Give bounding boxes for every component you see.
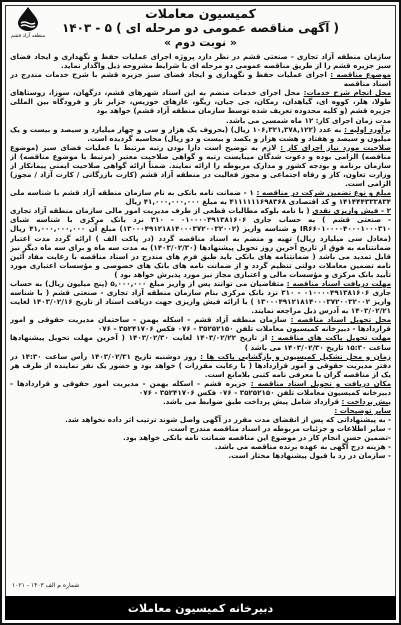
notice-paragraph	[10, 424, 391, 433]
notice-subtitle: ( آگهی مناقصه عمومی دو مرحله ای ) ۵ - ۱۴۰۳	[61, 21, 340, 35]
paragraph-text: مدت زمان اجرای کار: ۱۲ ماه شمسی می باشد.	[226, 115, 391, 125]
notice-paragraph	[10, 315, 391, 333]
paragraph-label: مبلغ و نوع تضمین شرکت در مناقصه :	[256, 188, 391, 198]
notice-paragraph	[10, 143, 391, 188]
paragraph-text: روز دوشنبه تاریخ ۱۴۰۳/۰۲/۳۱ رأس ساعت ۱۴:۳۰ در دفتر مدیریت حقوقی و امور قراردادها ( با رعایت مقررات ) خواهد بود و حضور یک نفر نماینده از طرف هر یک از مناقصه گران با معرفی نامه کتبی بلامانع است.	[10, 351, 391, 379]
paragraph-text: - سایر اطلاعات و جزئیات مربوطه در اسناد مناقصه مندرج است.	[167, 424, 391, 434]
notice-round: « نوبت دوم »	[163, 36, 238, 49]
paragraph-text: سازمان منطقه آزاد تجاری - صنعتی قشم در نظر دارد پروژه اجرای عملیات حفظ و نگهداری و ایجاد فضای سبز جزیره قشم را از طریق مناقصه عمومی دو مرحله ای با شرایط مشروحه ذیل واگذار نماید.	[10, 52, 391, 71]
paragraph-label: مهلت تحویل پاکت های مناقصه :	[271, 333, 391, 343]
notice-paragraph	[10, 379, 391, 397]
paragraph-label: زمان و محل تشکیل کمیسیون و بازگشایی پاکت ها :	[200, 351, 391, 361]
notice-paragraph	[10, 397, 391, 406]
footer-text: دبیرخانه کمیسیون معاملات	[127, 601, 274, 615]
logo-text: منطقه آزاد قشم	[10, 33, 46, 39]
paragraph-text: متقاضیان می توانند پس از واریز مبلغ ۵,۰۰۰,۰۰۰ (پنج میلیون ریال) به حساب جاری ۰۱۰۰۰۰۴۹۱۳۸۱۶۰۶ - ۳۱۰ نزد بانک مرکزی بنام سازمان منطقه آزاد تجاری - صنعتی قشم ( با شناسه واریز ۱۳۰۰۰۴۹۱۲۱۸۱۴۰۰۰۳۷۲۰۰۳۲۰۰۲ ) با ارائه فیش واریزی جهت دریافت اسناد از تاریخ ۱۴۰۳/۰۲/۱۶ لغایت ۱۴۰۳/۰۲/۲۱ به آدرس ذیل مراجعه نمایند.	[10, 278, 391, 316]
paragraph-text: ( با نامه بلوکه مطالبات قطعی از طرف مدیریت امور مالی سازمان منطقه آزاد تجاری - صنعتی قشم ) به حساب جاری ۰۱۰۰۰۰۴۹۱۳۸۱۶۰۶ - ۳۱۰ نزد بانک مرکزی با شناسه شبای IR۶۶۰۱۰۰۰۰۴۰۰۰۱۰۰۰۳۱۰ و شناسه واریز (۱۳۰۰۰۴۹۱۲۱۸۱۴۰۰۰۳۷۲۰۰۳۲۰۰۲) مبلغ آن ۴۱,۰۰۰,۰۰۰,۰۰۰ ریال (معادل سی میلیارد ریال) تهیه و منضم به اسناد مناقصه گردد (در پاکت الف ) ارائه گردد مدت اعتبار ضمانتنامه به فوق از تاریخ آخرین روز تحویل پیشنهادها (۱۴۰۳/۰۲/۳۰) به مدت سه ماه و برای سه ماه دیگر نیز قابل تمدید می باشد ( ضمانتنامه های بانکی باید طبق فرم های مندرج در اسناد مناقصه با رعایت مفاد آئین نامه تضمین معاملات دولتی تنظیم گردد و از ضمانت نامه های بانک های خصوصی و مؤسسات اعتباری مورد تأیید بانک مرکزی و مؤسسات مالی و اعتباری مجاز نیز مورد پذیرش خواهد بود )	[10, 206, 391, 279]
paragraph-text: -تضمین حسن انجام کار در موضوع این مناقصه ضمانت نامه بانکی خواهد بود.	[123, 433, 391, 443]
notice-paragraph	[10, 206, 391, 279]
paragraph-label: صلاحیت مورد نیاز اجرای کار :	[280, 142, 391, 152]
organization-logo	[8, 6, 48, 42]
paragraph-text: اجرای عملیات حفظ و نگهداری و ایجاد فضای سبز جزیره قشم با شرح خدمات مندرج در اسناد مناقصه	[10, 70, 391, 89]
paragraph-text: ۱ - ضمانت نامه بانکی به نام سازمان منطقه آزاد قشم با شناسه ملی ۱۴۱۴۴۴۳۳۳۸۳۴ و کد اقتصادی ۴۱۱۱۱۱۱۶۹۸۳۶۸ به مبلغ ۴۱,۰۰۰,۰۰۰,۰۰۰ ریال	[10, 188, 391, 207]
notice-paragraph	[10, 352, 391, 379]
paragraph-text: قرارداد شامل پیش پرداخت طبق ضوابط می باشد.	[162, 396, 342, 406]
paragraph-text: از تاریخ ۱۴۰۳/۰۲/۲۲ لغایت ۱۴۰۳/۰۲/۳۰ ( آخرین مهلت تحویل پیشنهادها ساعت ۱۵:۳۰ تاریخ ۱۴۰۳/۰۲/۳۰ می باشد )	[10, 333, 391, 352]
notice-paragraph	[10, 406, 391, 415]
paragraph-label: مکان دریافت و تحویل اسناد مناقصه :	[250, 378, 391, 388]
paragraph-label: موضوع مناقصه :	[330, 70, 391, 80]
notice-paragraph	[10, 70, 391, 88]
paragraph-text: سازمان منطقه آزاد قشم - اسکله بهمن - ساختمان مدیریت حقوقی و امور قراردادها - دبیرخانه کمیسیون معاملات تلفن ۳۵۲۵۲۱۵۰ - ۰۷۶ فکس ۳۵۲۴۱۷۰۶ - ۰۷۶	[10, 315, 391, 334]
notice-paragraph	[10, 333, 391, 351]
footer-bar	[5, 596, 396, 620]
paragraph-label: مهلت دریافت اسناد مناقصه :	[286, 278, 391, 288]
notice-paragraph	[10, 451, 391, 460]
paragraph-text: جزیره قشم - اسکله بهمن - مدیریت امور حقوقی و قراردادها - دبیرخانه کمیسیون معاملات تلفن ۳۵۲۵۲۱۵۰ - ۰۷۶ فکس ۳۵۲۴۱۷۰۶ - ۰۷۶	[10, 378, 391, 397]
notice-paragraph	[10, 52, 391, 70]
paragraph-text: لازم به توضیح است دارا بودن رتبه مرتبط با عملیات فضای سبز (موضوع مناقصه) الزامی بوده و دعوت شدگان میبایست رتبه و گواهی صلاحیت معتبر (مرتبط با موضوع مناقصه) از سازمان برنامه و بودجه کشور و مدارک مربوطه را ارائه نمایند. ضمناً ارائه گواهی صلاحیت ایمنی پیمانکار از وزارت تعاون، کار و رفاه اجتماعی و مجوز فعالیت در منطقه آزاد قشم (کارت بازرگانی / کارت آزاد / مجوز) الزامی است.	[10, 142, 391, 189]
notice-paragraph	[10, 125, 391, 143]
paragraph-label: سایر توضیحات :	[334, 406, 391, 416]
paragraph-label: ۲ - فیش واریزی نقدی	[312, 206, 391, 216]
notice-paragraph	[10, 88, 391, 115]
paragraph-text: - سازمان در رد یا قبول پیشنهادها مختار است.	[228, 451, 391, 461]
paragraph-text: محل اجرای خدمات منضم به این اسناد شهرهای قشم، درگهان، سوزا، روستاهای طولا، هلر، کووه ای، گیاهدان، رمکان، جی جیان، ریگو، عارهای خوریس، جزایر ناز و فرودگاه بین المللی جزیره قشم (و کلیه محدوده تعریف شده توسط سازمان منطقه آزاد قشم) خواهد بود	[10, 88, 391, 116]
paragraph-label: محل تحویل اسناد مناقصه :	[290, 315, 391, 325]
paragraph-label: محل انجام شرح خدمات:	[303, 88, 391, 98]
notice-paragraph	[10, 442, 391, 451]
paragraph-text: - به پیشنهاداتی که پس از انقضای مدت مقرر در آگهی واصل شوند ترتیب اثر داده نخواهد شد.	[65, 415, 391, 425]
notice-paragraph	[10, 116, 391, 125]
notice-paragraph	[10, 433, 391, 442]
water-drop-logo-icon	[13, 6, 43, 32]
notice-paragraph	[10, 415, 391, 424]
notice-paragraph	[10, 279, 391, 315]
page-title: کمیسیون معاملات	[145, 6, 256, 21]
paragraph-text: - هزینه درج آگهی به عهده برنده مناقصه می باشد.	[214, 442, 391, 452]
paragraph-label: پیش پرداخت :	[341, 396, 391, 406]
notice-body	[10, 52, 391, 597]
notice-header	[52, 6, 349, 50]
paragraph-text: به عدد (۱۰۶,۳۲۱,۳۷۸,۱۲۲ ریال) (بحروف یک هزار و سی و چهار میلیارد و سیصد و بیست و یک میلیون و سیصد و هفتاد و هشت هزار و یکصد و بیست و دو ریال) محاسبه گردیده است.	[10, 124, 391, 143]
paragraph-label: برآورد اولیه :	[344, 124, 391, 134]
notice-paragraph	[10, 188, 391, 206]
reference-number: شماره م الف ۱۴۰۳ - ۱۰۲۱	[12, 582, 80, 589]
